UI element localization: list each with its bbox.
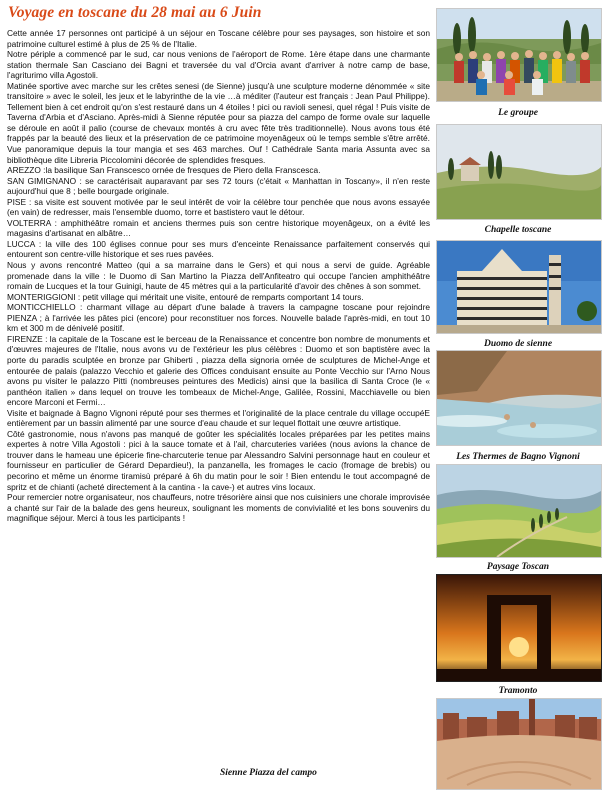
paragraph-matteo: Nous y avons rencontré Matteo (qui a sa marraine dans le Gers) et qui nous a servi de guide. Agréable promenade dans la ville : le Duomo di San Martino la Piazza dell'Anfiteatro qui occupe l'ancien amphithéâtre romain de Lucques et la tour Guinigi, haute de 45 mètres qui a la particularité d'avoir des chênes à son sommet.: [7, 260, 430, 292]
article-body: [7, 28, 430, 524]
paragraph-gastronomie: Côté gastronomie, nous n'avons pas manqué de goûter les spécialités locales préparées par les petites mains expertes à notre Villa Agostoli : pici à la sauce tomate et à l'ail, charcuteries variées (nous avions la chance de trouver dans le hameau une épicerie fine-charcuterie tenue par Alessandro Salvini personnage haut en couleur et fournisseur en particulier de Gérard Depardieu!), la panzanella, les fromages le cacio (fromage de brebis) ou pecorino et même un énorme tiramisù préparé à 6h du matin pour le soir ! Bien entendu le tout accompagné de spritz et de chianti (acheté directement à la cantina - la cave-) et autres vins locaux.: [7, 428, 430, 492]
caption-thermes: Les Thermes de Bagno Vignoni: [456, 452, 580, 462]
paragraph-intro: Cette année 17 personnes ont participé à un séjour en Toscane célèbre pour ses paysages, son histoire et son patrimoine culturel estimé à plus de 25 % de l'Italie.: [7, 28, 430, 49]
paragraph-volterra: VOLTERRA : amphithéâtre romain et anciens thermes puis son centre historique moyenâgeux, on a évité les magasins d'artisanat en albâtre…: [7, 217, 430, 239]
thermes-photo: [436, 350, 602, 446]
landscape-photo: [436, 464, 602, 558]
caption-piazza: Sienne Piazza del campo: [220, 768, 317, 778]
piazza-photo: [436, 698, 602, 790]
paragraph-remerciements: Pour remercier notre organisateur, nos chauffeurs, notre trésorière ainsi que nos cuisiniers une chorale improvisée a chanté sur l'air de la balade des gens heureux, soulignant les moments de convivialité et les bons souvenirs du magnifique séjour. Merci à tous les participants !: [7, 492, 430, 524]
chapel-photo: [436, 124, 602, 220]
paragraph-pise: PISE : sa visite est souvent motivée par le seul intérêt de voir la célèbre tour penchée que nous avons essayée (en vain) de redresser, mais l'ensemble duomo, torre et bastistero vaut le détour.: [7, 196, 430, 218]
paragraph-san-gimignano: SAN GIMIGNANO : se caractérisait auparavant par ses 72 tours (c'était « Manhattan in Toscany», il n'en reste aujourd'hui que 8 ; belle bourgade originale.: [7, 175, 430, 197]
paragraph-monticchiello: MONTICCHIELLO : charmant village au départ d'une balade à travers la campagne toscane pour rejoindre PIENZA ; à l'arrivée les pâtes pici (encore) pour reconstituer nos forces. Nouvelle balade l'après-midi, en tout 10 km et 300 m de dénivelé positif.: [7, 302, 430, 334]
paragraph-bagno-vignoni: Visite et baignade à Bagno Vignoni réputé pour ses thermes et l'originalité de la place centrale du village occupéE entièrement par un bassin alimenté par une source d'eau chaude et sur lequel flottait une œuvre artistique.: [7, 407, 430, 429]
caption-landscape: Paysage Toscan: [486, 562, 550, 572]
paragraph-lucca: LUCCA : la ville des 100 églises connue pour ses murs d'enceinte Renaissance parfaitement conservés qui entourent son centre-ville historique et ses rues pavées.: [7, 238, 430, 260]
paragraph-arezzo: AREZZO :la basilique San Franscesco ornée de fresques de Piero della Franscesca.: [7, 165, 321, 176]
caption-group: Le groupe: [498, 108, 538, 118]
group-photo: [436, 8, 602, 102]
caption-duomo: Duomo de sienne: [483, 339, 553, 349]
sunset-photo: [436, 574, 602, 682]
duomo-photo: [436, 240, 602, 334]
paragraph-firenze: FIRENZE : la capitale de la Toscane est le berceau de la Renaissance et concentre bon nombre de monuments et d'œuvres majeures de l'Italie, nous avons vu de l'extérieur les plus célèbres : Duomo et son baptistère avec la porte du paradis sculptée en bronze par Ghiberti , piazza della signoria ornée de sculptures de Michel-Ange et entourée de palais (palazzo Vecchio et galerie des Offices conduisant ensuite au Ponte Vecchio sur l'Arno Nous avons pu visiter le palazzo Pitti (nombreuses peintures des Medicis) ainsi que la basilica di Santa Croce (le « panthéon italien » dans lequel on trouve les tombeaux de Michel-Ange, Galilée, Rossini, Macchiavelle ou bien encore Marconi et Fermi…: [7, 333, 430, 408]
paragraph-arrival: Notre périple a commencé par le sud, car nous venions de l'aéroport de Rome. 1ère étape dans une charmante station thermale San Casciano dei Bagni et traversée du val d'Orcia avant d'arriver à notre camp de base, l'agriturimo villa Agostoli.: [7, 49, 430, 81]
caption-chapel: Chapelle toscane: [484, 225, 552, 235]
caption-sunset: Tramonto: [498, 686, 538, 696]
paragraph-sienne: Matinée sportive avec marche sur les crêtes senesi (de Sienne) jusqu'à une sculpture moderne dénommée « site transitoire » avec le soleil, les jeux et le labyrinthe de la vie …à méditer (l'auteur est français : Jean Paul Philippe). Tellement bien à cet endroit qu'on s'est restauré dans un 4 étoiles ! pici ou ravioli senesi, quel régal ! Puis visite de Taverna d'Arbia et d'Asciano. Après-midi à Sienne réputée pour sa piazza del campo de forme ovale sur laquelle se déroule en août il palio (course de chevaux montés à cru avec fête très traditionnelle). Nous avons tous été frappés par la beauté des lieux et la préservation de ce patrimoine moyenâgeux où le temps semble s'être arrêté. Vue panoramique depuis la tour mangia et ses 463 marches. Ouf ! Cathédrale Santa maria Assunta avec sa bibliothèque dite Libreria Piccolomini décorée de splendides fresques.: [7, 80, 430, 165]
paragraph-monteriggioni: MONTERIGGIONI : petit village qui méritait une visite, entouré de remparts comportant 14 tours.: [7, 291, 364, 302]
article-title: Voyage en toscane du 28 mai au 6 Juin: [8, 4, 262, 21]
